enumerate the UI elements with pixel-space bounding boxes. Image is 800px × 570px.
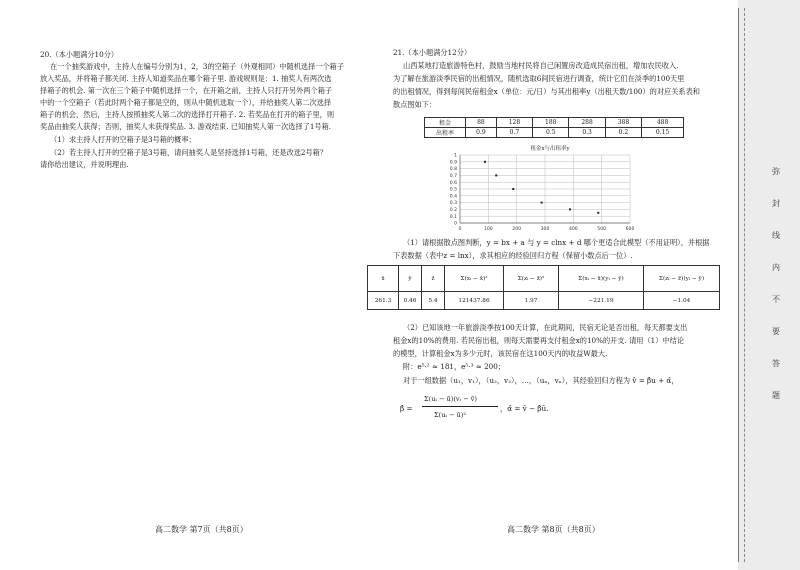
y-tick-label: 0 (454, 221, 457, 227)
table-cell: 88 (466, 118, 497, 128)
formula-intro: 对于一组数据（u₁，v₁），（u₂，v₂），…，（uₙ，vₙ），其经验回归方程为 v̂ = β̂u + α̂， (403, 376, 679, 385)
x-tick-label: 300 (540, 227, 550, 232)
q20-line: 放入奖品，并将箱子都关闭. 主持人知道奖品在哪个箱子里. 游戏规则是：1. 抽奖人有两次选 (40, 74, 332, 83)
q20-line: 在一个抽奖游戏中，主持人在编号分别为1，2，3的空箱子（外观相同）中随机选择一个箱子 (50, 62, 345, 71)
table-cell: 261.3 (368, 292, 399, 310)
q21-sub2-line: （2）已知该地一年旅游淡季按100天计算，在此期间，民宿无论是否出租，每天都要支出 (403, 323, 688, 332)
table-cell: 0.7 (496, 128, 532, 138)
right-footer: 高二数学 第8页（共8页） (507, 525, 600, 534)
q20-line: 中的一个空箱子（若此时两个箱子都是空的，则从中随机选取一个），并给抽奖人第二次选择 (40, 98, 332, 107)
table-cell: 5.4 (422, 292, 445, 310)
scatter-point (484, 161, 486, 163)
table-cell: 1.97 (504, 292, 559, 310)
x-tick-label: 0 (458, 227, 462, 232)
binding-margin (738, 0, 800, 570)
rent-table (424, 117, 684, 138)
table-cell: 0.3 (569, 128, 605, 138)
x-tick-label: 400 (568, 227, 578, 232)
table-header: Σ(xᵢ − x̄)(yᵢ − ȳ) (559, 266, 644, 292)
q20-line: 奖品由抽奖人获得；否则，抽奖人未获得奖品. 3. 游戏结束. 已知抽奖人第一次选择了1号箱. (40, 122, 332, 131)
y-tick-label: 0.1 (449, 214, 457, 220)
table-row (368, 266, 720, 292)
table-cell: 0.2 (605, 128, 641, 138)
formula-numerator: Σ(uᵢ − ū)(vᵢ − v̄) (424, 395, 477, 403)
table-cell: 0.46 (399, 292, 422, 310)
q20-sub2-line: 请你给出建议，并说明理由. (40, 160, 129, 169)
q21-line: 的出租情况，得到每间民宿租金x（单位：元/日）与其出租率y（出租天数/100）的对应关系表和 (393, 87, 700, 96)
table-header: Σ(zᵢ − z̄)(yᵢ − ȳ) (644, 266, 720, 292)
margin-char: 答 (772, 359, 780, 368)
q21-sub2-line: 租金x的10%的费用. 若民宿出租，则每天需要再支付租金x的10%的开支. 请用（1）中结论 (393, 336, 684, 345)
table-cell: 188 (533, 118, 569, 128)
q20-title: 20.（本小题满分10分） (40, 50, 119, 59)
table-cell: 121437.86 (445, 292, 504, 310)
table-cell: −221.19 (559, 292, 644, 310)
q21-sub1-line: （1）请根据散点图判断，y = bx + a 与 y = clnx + d 哪个更适合此模型（不用证明），并根据 (403, 238, 710, 247)
margin-char: 封 (772, 199, 780, 208)
q20-sub1: （1）求主持人打开的空箱子是3号箱的概率； (50, 135, 196, 144)
margin-line (738, 8, 739, 562)
x-tick-label: 100 (483, 227, 493, 232)
table-header: Σ(zᵢ − z̄)² (504, 266, 559, 292)
scatter-point (541, 202, 543, 204)
y-tick-label: 0.9 (449, 160, 457, 166)
table-cell: 388 (605, 118, 641, 128)
table-row (425, 118, 684, 128)
margin-char: 内 (772, 263, 780, 272)
scatter-point (569, 208, 571, 210)
x-tick-label: 200 (512, 227, 522, 232)
q21-sub2-line: 的模型，计算租金x为多少元时，该民宿在这100天内的收益W最大. (393, 349, 608, 358)
y-tick-label: 0.3 (449, 201, 457, 207)
table-header: z̄ (422, 266, 445, 292)
y-tick-label: 0.8 (449, 167, 457, 173)
scatter-point (512, 188, 514, 190)
y-tick-label: 0.4 (449, 194, 457, 200)
table-header: x̄ (368, 266, 399, 292)
x-tick-label: 500 (597, 227, 607, 232)
table-cell: 0.5 (533, 128, 569, 138)
fraction-bar (422, 406, 498, 407)
y-tick-label: 0.2 (449, 208, 457, 213)
margin-char: 不 (772, 295, 780, 304)
chart-title: 租金x与出租率y (530, 146, 570, 152)
q21-line: 散点图如下： (393, 100, 437, 109)
margin-char: 要 (772, 327, 780, 336)
table-row (425, 128, 684, 138)
table-cell: 488 (642, 118, 684, 128)
y-tick-label: 1 (454, 153, 457, 159)
table-header: ȳ (399, 266, 422, 292)
table-cell: 288 (569, 118, 605, 128)
q20-line: 择箱子的机会. 第一次在三个箱子中随机选择一个，在开箱之前，主持人只打开另外两个箱子 (40, 86, 333, 95)
q21-line: 山西某地打造旅游特色村，鼓励当地村民将自己闲置房改造成民宿出租，增加农民收入. (403, 61, 679, 70)
q21-title: 21.（本小题满分12分） (393, 48, 472, 57)
appendix: 附：e⁵·² ≈ 181，e⁵·³ ≈ 200； (403, 362, 505, 371)
q20-line: 箱子的机会，然后，主持人按照抽奖人第二次的选择打开箱子. 2. 若奖品在打开的箱子里，则 (40, 110, 335, 119)
table-cell: 租金 (425, 118, 466, 128)
formula-denominator: Σ(uᵢ − ū)² (434, 411, 466, 419)
table-row (368, 292, 720, 310)
table-cell: −1.04 (644, 292, 720, 310)
margin-char: 题 (772, 391, 780, 400)
q21-line: 为了解在旅游淡季民宿的出租情况，随机选取6间民宿进行调查，统计它们在淡季的100天里 (393, 74, 685, 83)
table-cell: 出租率 (425, 128, 466, 138)
left-footer: 高二数学 第7页（共8页） (155, 525, 248, 534)
formula-beta-label: β̂ = (400, 404, 413, 413)
y-tick-label: 0.6 (449, 180, 457, 186)
formula-alpha: ，α̂ = v̄ − β̂ū. (500, 404, 549, 413)
margin-char: 线 (772, 231, 780, 240)
scatter-chart (440, 141, 640, 235)
scatter-point (495, 174, 497, 176)
y-tick-label: 0.7 (449, 174, 457, 179)
margin-char: 弥 (772, 167, 780, 176)
table-header: Σ(xᵢ − x̄)² (445, 266, 504, 292)
y-tick-label: 0.5 (449, 187, 457, 193)
table-cell: 0.15 (642, 128, 684, 138)
table-cell: 0.9 (466, 128, 497, 138)
q21-sub1-line: 下表数据（表中z = lnx），求其相应的经验回归方程（保留小数点后一位）. (393, 251, 633, 260)
table-cell: 128 (496, 118, 532, 128)
stats-table (367, 265, 720, 310)
x-tick-label: 600 (625, 227, 635, 232)
q20-sub2-line: （2）若主持人打开的空箱子是3号箱，请问抽奖人是坚持选择1号箱，还是改选2号箱？ (50, 148, 328, 157)
perforation-line (744, 8, 745, 562)
scatter-point (597, 212, 599, 214)
